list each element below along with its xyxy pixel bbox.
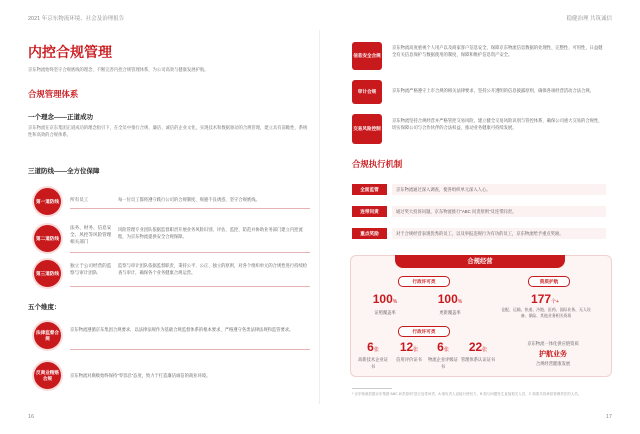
- stat-credit: 12张: [399, 340, 419, 354]
- stat-update-coverage-caption: 更新覆盖率: [439, 310, 461, 315]
- stat-license-coverage: 100%: [372, 292, 398, 306]
- line-2-desc: 风险管理专业团队依据监督职责开展业务风险识别、评估、监控、防范并协助业务部门建立内控流程，为京东物流提供安全合规保障。: [118, 227, 303, 239]
- exec-supervision-label: 全面监管: [352, 184, 387, 195]
- line-1-sub: 所有员工: [70, 197, 89, 202]
- stat-rating: 6张: [437, 340, 449, 354]
- concept-text: 京东物流在京东集团正道成功的理念指引下，在全员中推行合规、廉洁、诚信的企业文化，实现技术和数据驱动的合规管理，建立具有前瞻性、系统性和高效的合规体系。: [28, 125, 308, 137]
- footnote: * 京东物流依据京东集团“ABC 问责原则”进行连带问责，A 指负责人直接行使权力，B 指与问题发生直接相关人员，C 指需共同承担管理责任的人员。: [352, 392, 582, 396]
- dim-bribery-desc: 京东物流对腐败始终保持“零容忍”态度，致力于打造廉洁诚信的商业环境。: [70, 373, 211, 378]
- dim-legal-label: 法律监督合规: [34, 322, 61, 349]
- dim-trade-label: 交易风险控制: [352, 114, 382, 144]
- line-2-rule: [70, 252, 310, 253]
- tag-admin-license: 行政许可类: [398, 276, 450, 287]
- dim-bribery-label: 反商业贿赂合规: [34, 362, 61, 389]
- stat-hightech-caption: 高新技术企业证书: [357, 357, 389, 369]
- exec-reward-label: 重点奖励: [352, 228, 387, 239]
- exec-reward-desc: 对于合规经营表现优秀的员工，以及举报违规行为有功的员工，京东物流给予重点奖励。: [392, 228, 606, 239]
- line-2-label: 第二道防线: [34, 225, 61, 252]
- dim-trade-desc: 京东物流坚持合规经营并严格管控交易风险，建立健全交易风险识别与管控体系，确保公司重大交易的合规性，切实保障公司与合作伙伴的合法权益，推动业务健康可持续发展。: [392, 118, 603, 130]
- page-number-right: 17: [605, 414, 612, 420]
- header-left: 2021 年京东物流环境、社会及治理报告: [28, 16, 125, 22]
- stat-hightech: 6张: [367, 340, 379, 354]
- dim-legal-rule: [70, 349, 310, 350]
- page-title: 内控合规管理: [28, 44, 112, 60]
- line-1-label: 第一道防线: [34, 188, 61, 215]
- concept-heading: 一个理念——正道成功: [28, 114, 93, 121]
- stat-update-coverage: 100%: [437, 292, 463, 306]
- line-3-desc: 监察与审计团队依据监督职责，秉持公平、公正、独立的原则，对各个组织单元的合规性进行持续检查与审计，确保各个业务健康合规运营。: [118, 263, 308, 275]
- dim-legal-desc: 京东物流遵循京东集团合规要求，以法律法规作为基础合规监督体系的根本要求，严格遵守各类法律法规和监管要求。: [70, 327, 294, 332]
- exec-accountability-label: 连带问责: [352, 206, 387, 217]
- line-2-sub: 法务、财务、信息安全、风控等风险管理相关部门: [70, 225, 112, 244]
- side-text: 京东物流一体化供应链资质: [527, 341, 579, 346]
- stat-management: 22张: [468, 340, 488, 354]
- side-highlight: 护航业务: [539, 351, 567, 358]
- dim-infosec-label: 信息安全合规: [352, 42, 382, 70]
- stat-qualifications-caption: 仓配、运输、快递、冷链、医药、国际业务、无人设备、保险、其他业务相关资质: [501, 307, 591, 318]
- compliance-panel-title: 合规经营: [395, 255, 565, 268]
- exec-heading: 合规执行机制: [352, 159, 403, 169]
- footnote-rule: [352, 388, 392, 389]
- tag-admin-license-2: 行政许可类: [398, 326, 450, 337]
- page-divider: [319, 30, 320, 404]
- dims-heading: 五个维度：: [28, 304, 61, 311]
- line-1-desc: 每一位员工都将遵守践行公司的合规制度，规避不良诱惑，坚守合规底线。: [118, 197, 260, 202]
- stat-rating-caption: 物流企业评级证书: [427, 357, 459, 369]
- dim-audit-desc: 京东物流严格遵守上市合规的相关法律要求，坚持公开透明的信息披露原则，确保各项经营活动合法合规。: [392, 88, 594, 93]
- stat-license-coverage-caption: 证照覆盖率: [374, 310, 396, 315]
- tag-certification: 资质护航: [528, 276, 570, 287]
- stat-credit-caption: 信用评价证书: [396, 357, 422, 362]
- side-caption: 合规经营健康发展: [535, 361, 571, 366]
- exec-accountability-desc: 通过奖大投诉问题，京东物流推行“ABC 问责原则”及连带问责。: [392, 206, 606, 217]
- dim-audit-label: 审计合规: [352, 80, 382, 104]
- line-1-rule: [70, 208, 310, 209]
- lines-heading: 三道防线——全方位保障: [28, 168, 100, 175]
- exec-supervision-desc: 京东物流通过深入调查，使各组织单元深入人心。: [392, 184, 606, 195]
- stat-qualifications: 177个+: [531, 292, 559, 306]
- line-3-rule: [70, 286, 310, 287]
- intro-text: 京东物流始终坚守合规底线的理念，不断完善内控合规管理体系，为公司高效与健康发展护航。: [28, 67, 209, 72]
- stat-management-caption: 管理体系认证证书: [460, 357, 496, 362]
- header-right: 稳健治理 共筑诚信: [566, 16, 612, 22]
- line-3-label: 第三道防线: [34, 260, 61, 287]
- line-3-sub: 独立于公司经营的监察与审计团队: [70, 263, 112, 275]
- section-system-heading: 合规管理体系: [28, 89, 79, 99]
- page-number-left: 16: [28, 414, 35, 420]
- dim-infosec-desc: 京东物流高度重视个人用户以及商家客户信息安全，保障京东物流信息数据的处理性、完整性、可用性，日益健全有关信息保护与数据使用的制度，保障和维护信息资产安全。: [392, 45, 603, 57]
